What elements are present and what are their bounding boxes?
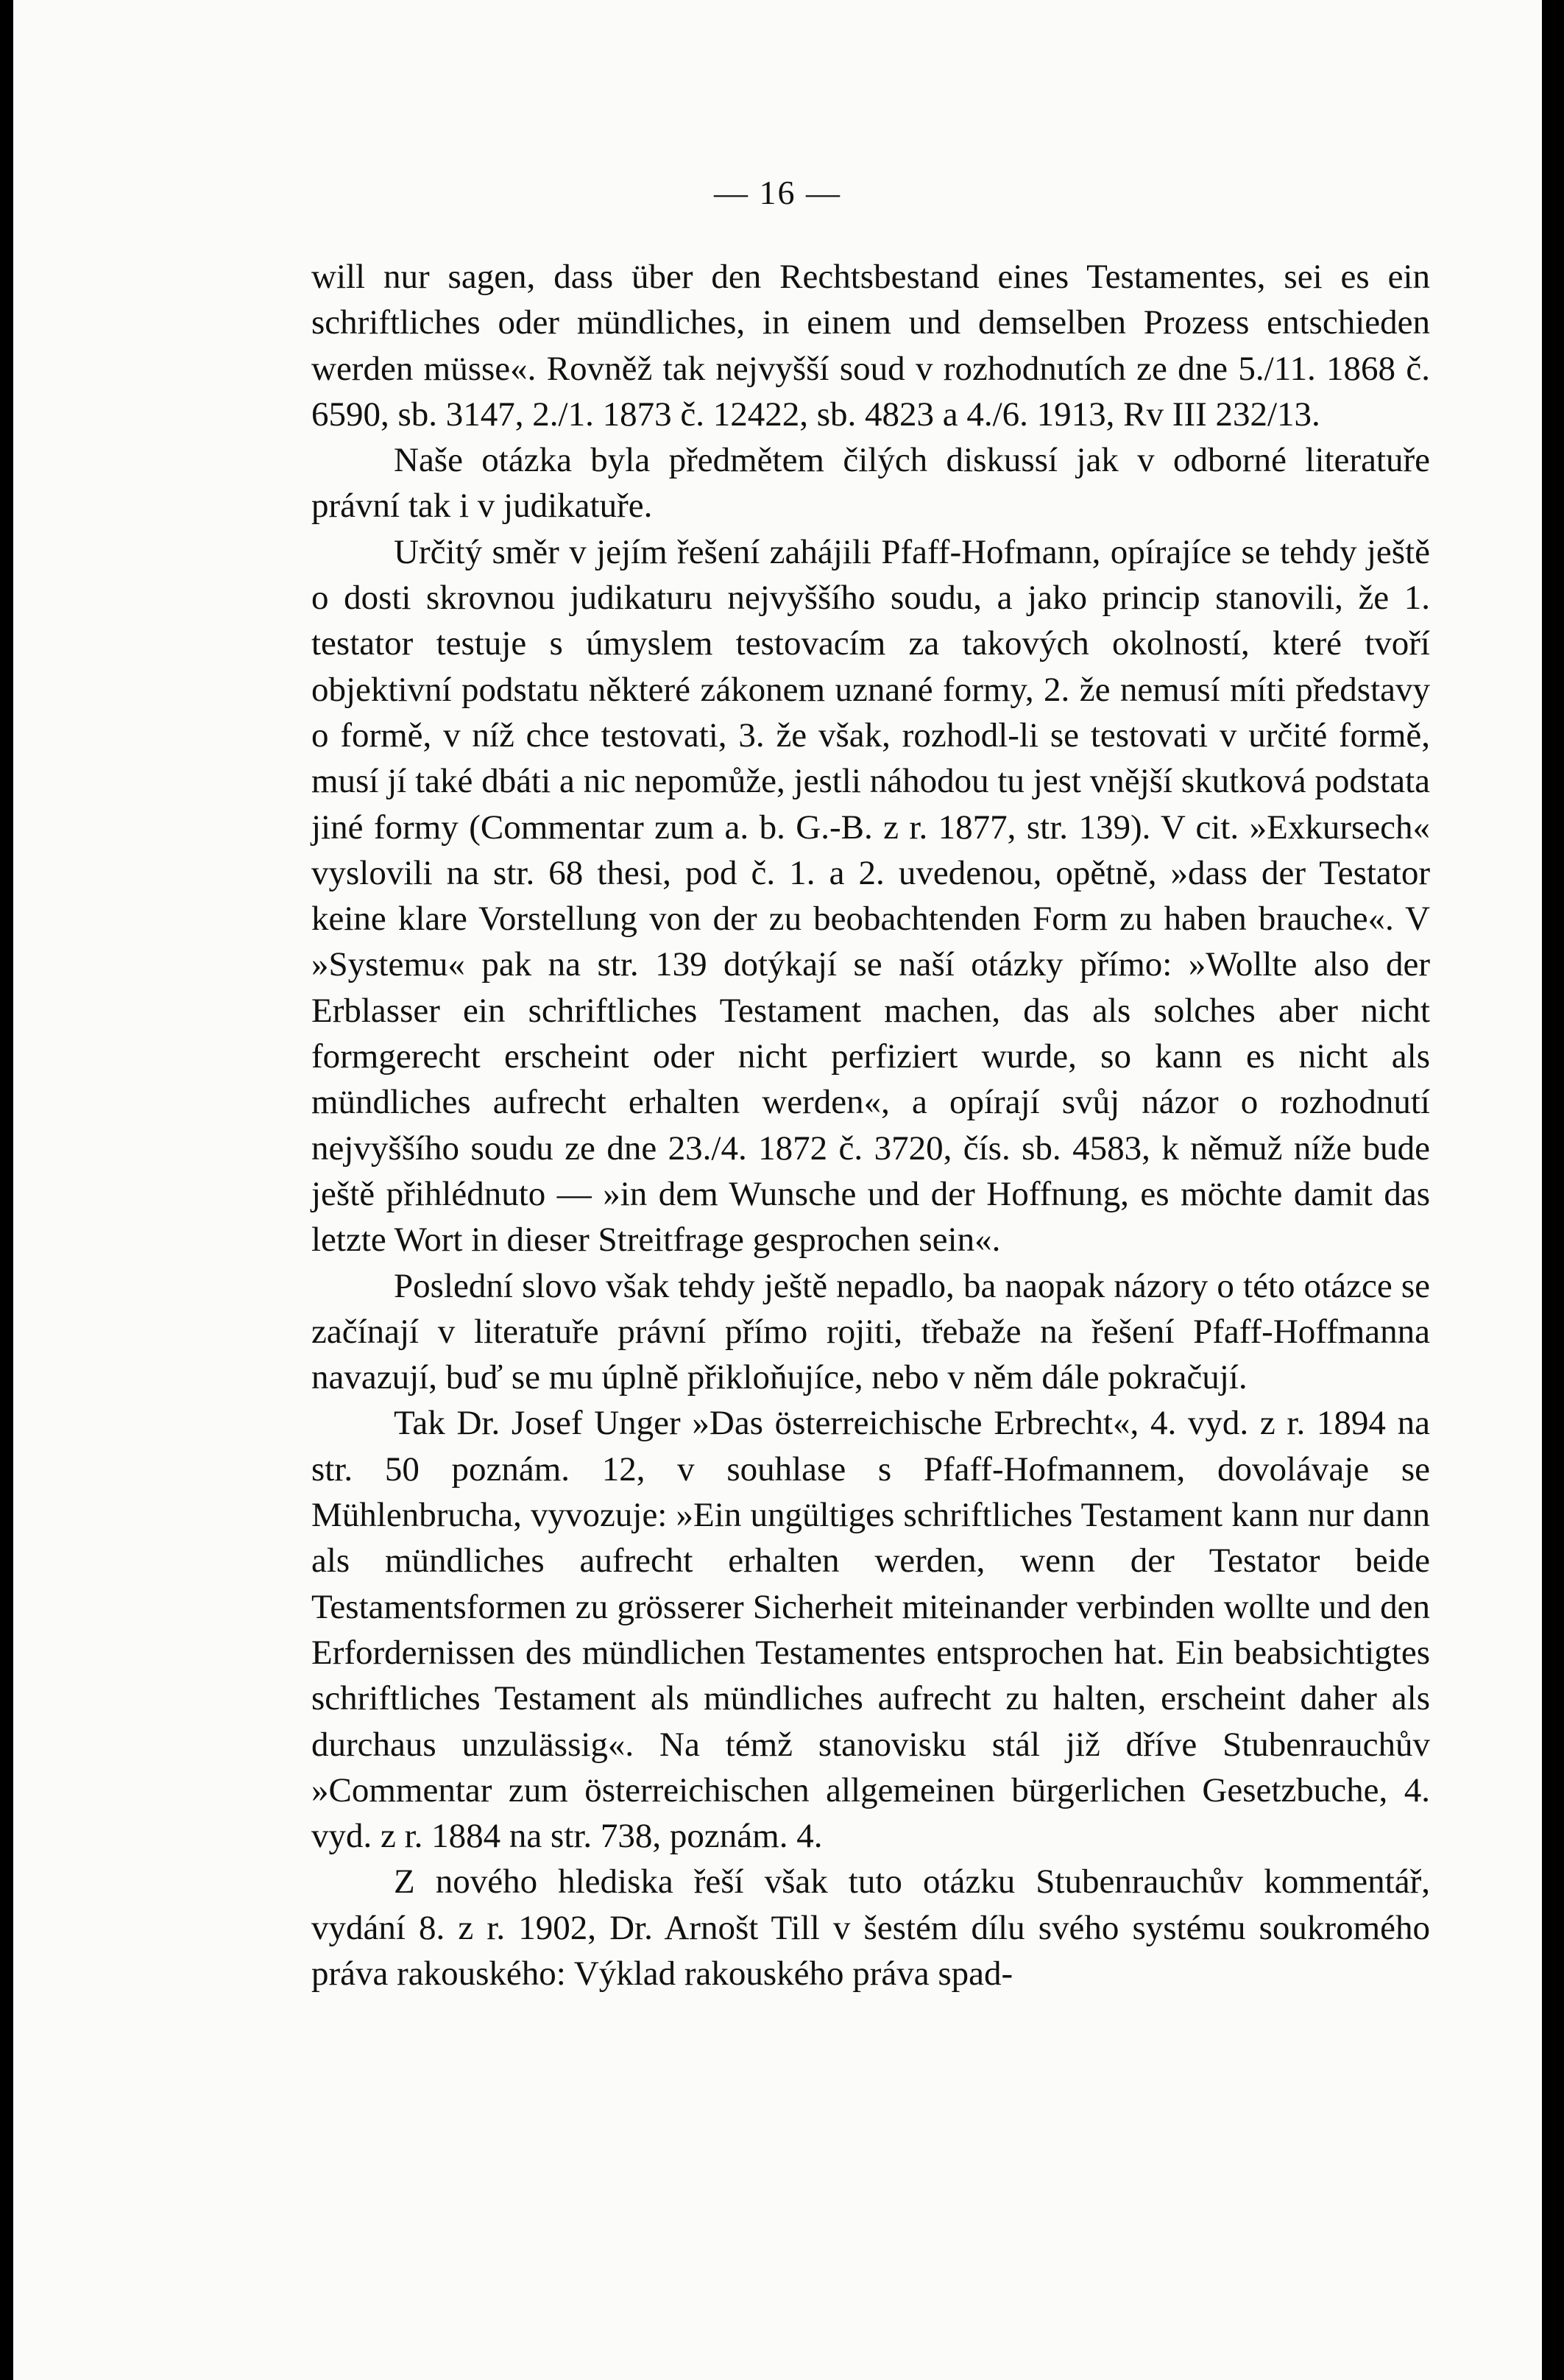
page-number: — 16 —: [714, 174, 841, 211]
paragraph: Poslední slovo však tehdy ještě nepadlo, ba naopak názory o této otázce se začínají v literatuře právní přímo rojiti, třebaže na řešení Pfaff-Hoffmanna navazují, buď se mu úplně přikloňujíce, nebo v něm dále pokračují.: [311, 1266, 1430, 1397]
paragraph: Tak Dr. Josef Unger »Das österreichische Erbrecht«, 4. vyd. z r. 1894 na str. 50 poznám. 12, v souhlase s Pfaff-Hofmannem, dovolávaje se Mühlenbrucha, vyvozuje: »Ein ungültiges schriftliches Testament kann nur dann als mündliches aufrecht erhalten werden, wenn der Testator beide Testamentsformen zu grösserer Sicherheit miteinander verbinden wollte und den Erfordernissen des mündlichen Testamentes entsprochen hat. Ein beabsichtigtes schriftliches Testament als mündliches aufrecht zu halten, erscheint daher als durchaus unzulässig«. Na témž stanovisku stál již dříve Stubenrauchův »Commentar zum österreichischen allgemeinen bürgerlichen Gesetzbuche, 4. vyd. z r. 1884 na str. 738, poznám. 4.: [311, 1404, 1430, 1856]
body-text: [311, 254, 1430, 1996]
paragraph: Určitý směr v jejím řešení zahájili Pfaff-Hofmann, opírajíce se tehdy ještě o dosti skrovnou judikaturu nejvyššího soudu, a jako princip stanovili, že 1. testator testuje s úmyslem testovacím za takových okolností, které tvoří objektivní podstatu některé zákonem uznané formy, 2. že nemusí míti představy o formě, v níž chce testovati, 3. že však, rozhodl-li se testovati v určité formě, musí jí také dbáti a nic nepomůže, jestli náhodou tu jest vnější skutková podstata jiné formy (Commentar zum a. b. G.-B. z r. 1877, str. 139). V cit. »Exkursech« vyslovili na str. 68 thesi, pod č. 1. a 2. uvedenou, opětně, »dass der Testator keine klare Vorstellung von der zu beobachtenden Form zu haben brauche«. V »Systemu« pak na str. 139 dotýkají se naší otázky přímo: »Wollte also der Erblasser ein schriftliches Testament machen, das als solches aber nicht formgerecht erscheint oder nicht perfiziert wurde, so kann es nicht als mündliches aufrecht erhalten werden«, a opírají svůj názor o rozhodnutí nejvyššího soudu ze dne 23./4. 1872 č. 3720, čís. sb. 4583, k němuž níže bude ještě přihlédnuto — »in dem Wunsche und der Hoffnung, es möchte damit das letzte Wort in dieser Streitfrage gesprochen sein«.: [311, 532, 1430, 1260]
book-page: [13, 0, 1542, 2380]
paragraph: will nur sagen, dass über den Rechtsbestand eines Testamentes, sei es ein schriftliches oder mündliches, in einem und demselben Prozess entschieden werden müsse«. Rovněž tak nejvyšší soud v rozhodnutích ze dne 5./11. 1868 č. 6590, sb. 3147, 2./1. 1873 č. 12422, sb. 4823 a 4./6. 1913, Rv III 232/13.: [311, 258, 1430, 434]
paragraph: Z nového hlediska řeší však tuto otázku Stubenrauchův kommentář, vydání 8. z r. 1902, Dr. Arnošt Till v šestém dílu svého systému soukromého práva rakouského: Výklad rakouského práva spad-: [311, 1862, 1430, 1993]
paragraph: Naše otázka byla předmětem čilých diskussí jak v odborné literatuře právní tak i v judikatuře.: [311, 441, 1430, 526]
